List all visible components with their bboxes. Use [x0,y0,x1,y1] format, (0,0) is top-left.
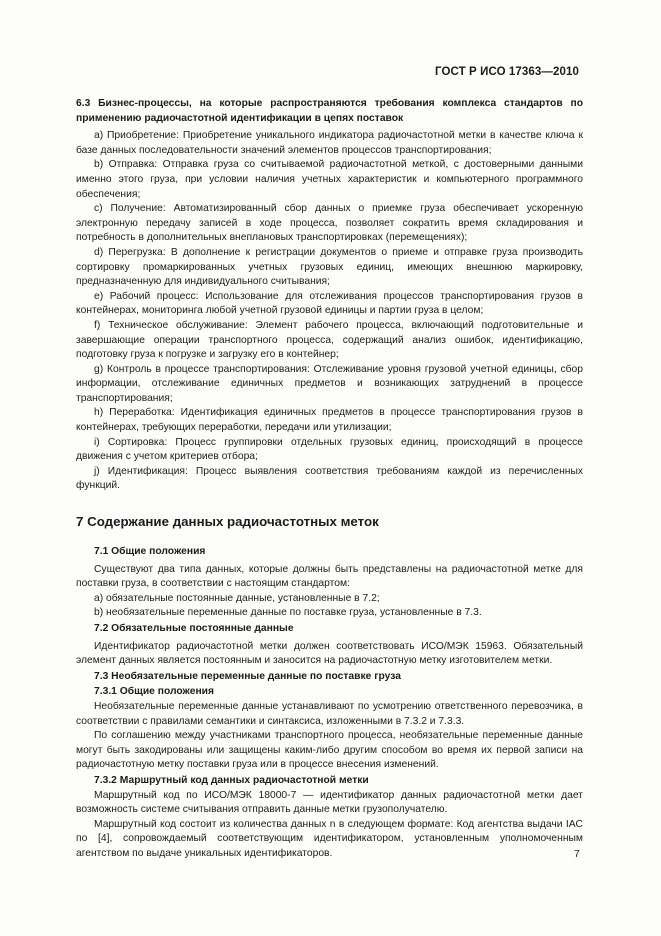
list-item: h) Переработка: Идентификация единичных предметов в процессе транспортирования грузов в контейнерах, требующих переработки, передачи или утилизации; [76,407,583,434]
list-item: c) Получение: Автоматизированный сбор данных о приемке груза обеспечивает ускоренную электронную передачу записей в ходе процесса, позволяет сократить время складирования и потребность в дополнительных внеплановых транспортировках (перемещениях); [76,203,583,244]
list-item: b) Отправка: Отправка груза со считываемой радиочастотной меткой, с достоверными данными именно этого груза, при условии наличия учетных характеристик и компьютерного программного обеспечения; [76,159,583,200]
section-7-3-1-heading: 7.3.1 Общие положения [94,686,214,698]
section-7-3-2-paragraph: Маршрутный код состоит из количества данных n в следующем формате: Код агентства выдачи IAC по [4], сопровождаемый соответствующим идентификатором, установленным уполномоченным агентством по выдаче уникальных идентификаторов. [76,818,583,859]
section-7-3-1-paragraph: Необязательные переменные данные устанавливают по усмотрению ответственного перевозчика, в соответствии с правилами семантики и синтаксиса, изложенными в 7.3.2 и 7.3.3. [76,700,583,727]
list-item: j) Идентификация: Процесс выявления соответствия требованиям каждой из перечисленных функций. [76,465,583,492]
section-6-3-heading: 6.3 Бизнес-процессы, на которые распространяются требования комплекса стандартов по применению радиочастотной идентификации в цепях поставок [76,98,583,124]
list-item: b) необязательные переменные данные по поставке груза, установленные в 7.3. [94,607,482,619]
list-item: e) Рабочий процесс: Использование для отслеживания процессов транспортирования грузов в контейнерах, мониторинга любой учетной грузовой единицы и партии груза в целом; [76,290,583,317]
chapter-7-title: 7 Содержание данных радиочастотных меток [76,514,379,530]
section-7-3-heading: 7.3 Необязательные переменные данные по поставке груза [94,670,401,682]
page-number: 7 [574,848,580,860]
list-item: g) Контроль в процессе транспортирования: Отслеживание уровня грузовой учетной единицы, сбор информации, отслеживание единичных предметов и возникающих затруднений в процессе транспортирования; [76,363,583,404]
section-7-3-2-paragraph: Маршрутный код по ИСО/МЭК 18000-7 — идентификатор данных радиочастотной метки дает возможность системе считывания отправить данные метки грузополучателю. [76,789,583,816]
list-item: а) обязательные постоянные данные, установленные в 7.2; [94,592,380,604]
list-item: d) Перегрузка: В дополнение к регистрации документов о приеме и отправке груза производить сортировку промаркированных учетных грузовых единиц, имеющих внешнюю маркировку, предназначенную для индивидуального считывания; [76,246,583,288]
list-item: f) Техническое обслуживание: Элемент рабочего процесса, включающий подготовительные и завершающие операции транспортного процесса, содержащий анализ ошибок, идентификацию, подготовку груза к погрузке и загрузку его в контейнер; [76,319,583,361]
section-7-1-heading: 7.1 Общие положения [94,546,206,558]
section-7-3-1-paragraph: По соглашению между участниками транспортного процесса, необязательные переменные данные могут быть закодированы или защищены каким-либо другим способом во время их первой записи на радиочастотную метку поставки груза или в процессе внесения изменений. [76,730,583,771]
standard-header: ГОСТ Р ИСО 17363—2010 [434,66,579,78]
section-7-2-text: Идентификатор радиочастотной метки должен соответствовать ИСО/МЭК 15963. Обязательный элемент данных является постоянным и заносится на радиочастотную метку изготовителем метки. [76,640,583,667]
list-item: i) Сортировка: Процесс группировки отдельных грузовых единиц, происходящий в процессе движения с учетом критериев отбора; [76,436,583,463]
section-7-3-2-heading: 7.3.2 Маршрутный код данных радиочастотной метки [94,774,369,786]
page-content [76,97,583,862]
section-7-1-text: Существуют два типа данных, которые должны быть представлены на радиочастотной метке для поставки груза, в соответствии с настоящим стандартом: [76,563,583,590]
list-item: а) Приобретение: Приобретение уникального индикатора радиочастотной метки в качестве ключа к базе данных последовательности значений элементов процессов транспортирования; [76,130,583,156]
section-7-2-heading: 7.2 Обязательные постоянные данные [94,623,294,634]
